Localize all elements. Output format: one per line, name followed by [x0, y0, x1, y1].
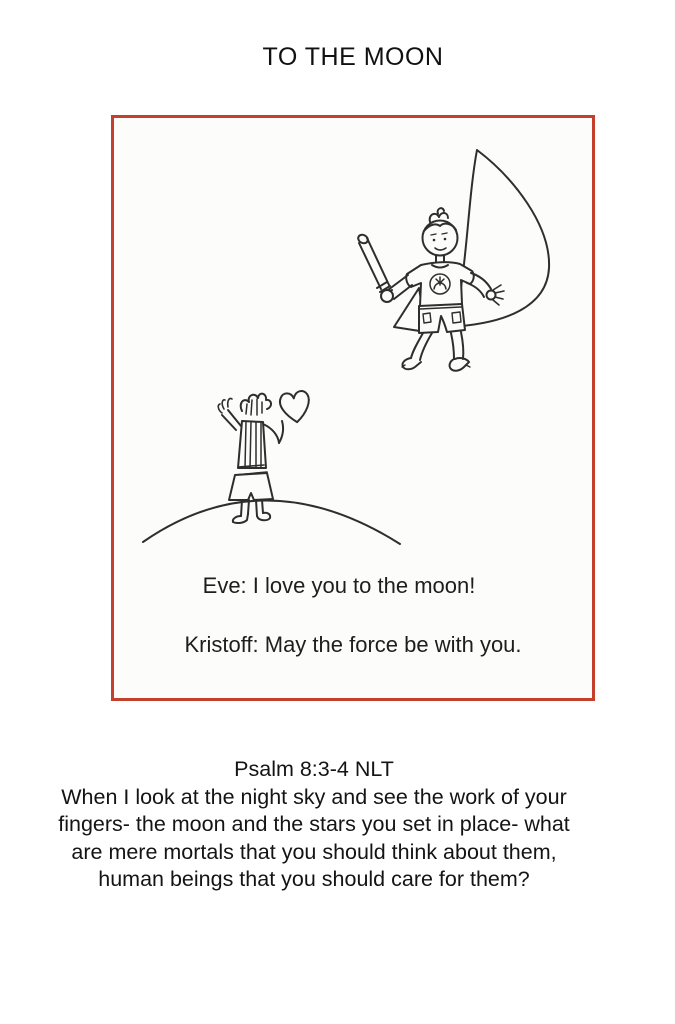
verse-line: are mere mortals that you should think about them,: [71, 839, 557, 864]
boy-shorts: [419, 304, 465, 333]
framed-drawing-card: [111, 115, 595, 701]
boy-legs: [402, 332, 470, 371]
girl-raised-arm: [218, 398, 241, 430]
verse-reference: Psalm 8:3-4 NLT: [234, 757, 394, 781]
verse-line: human beings that you should care for them?: [98, 867, 530, 891]
hill-line-sketch: [143, 500, 400, 544]
girl-skirt: [229, 473, 273, 500]
heart-sketch: [279, 390, 312, 424]
caption-kristoff: Kristoff: May the force be with you.: [184, 632, 522, 657]
moon-drawing-illustration: [114, 118, 592, 698]
page-title: TO THE MOON: [262, 43, 444, 71]
verse-line: When I look at the night sky and see the work of your: [61, 784, 567, 809]
girl-heart-arm: [263, 421, 283, 443]
bible-verse: [0, 756, 628, 894]
girl-striped-top: [238, 421, 266, 468]
verse-line: fingers- the moon and the stars you set in place- what: [58, 812, 570, 836]
lightsaber-sketch: [357, 233, 392, 296]
caption-eve: Eve: I love you to the moon!: [202, 573, 476, 598]
girl-hair: [241, 394, 271, 415]
crescent-moon-sketch: [448, 150, 549, 327]
